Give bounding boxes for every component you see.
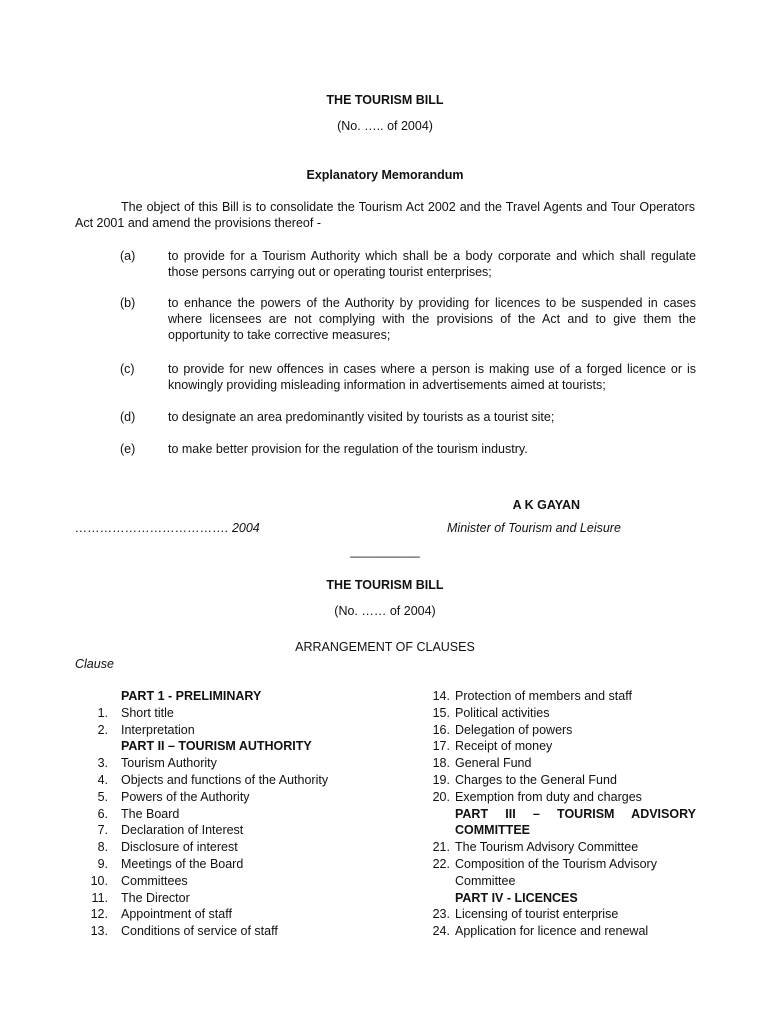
memo-heading: Explanatory Memorandum bbox=[306, 168, 464, 182]
item-text: to designate an area predominantly visited by tourists as a tourist site; bbox=[168, 410, 555, 424]
arrangement-heading: ARRANGEMENT OF CLAUSES bbox=[295, 640, 475, 654]
toc-entry: Committee bbox=[455, 873, 516, 888]
separator-line: __________ bbox=[350, 544, 420, 558]
list-item-d bbox=[120, 409, 696, 425]
second-number: (No. …… of 2004) bbox=[334, 604, 436, 618]
toc-entry: COMMITTEE bbox=[455, 823, 530, 838]
toc-entry: 11. The Director bbox=[91, 890, 190, 905]
item-text: to provide for a Tourism Authority which shall be a body corporate and which shall regulate those persons carrying out or operating tourist enterprises; bbox=[168, 249, 696, 279]
toc-entry: 6. The Board bbox=[97, 806, 180, 821]
intro-paragraph: The object of this Bill is to consolidate the Tourism Act 2002 and the Travel Agents and Tour Operators Act 2001 and amend the provisions thereof - bbox=[75, 200, 695, 230]
signatory-role: Minister of Tourism and Leisure bbox=[447, 521, 621, 535]
toc-entry: 12. Appointment of staff bbox=[90, 907, 232, 922]
toc-entry: 24. Application for licence and renewal bbox=[432, 924, 649, 939]
toc-entry: 15. Political activities bbox=[432, 705, 550, 720]
list-item-c bbox=[120, 361, 696, 393]
toc-entry: 18. General Fund bbox=[432, 756, 532, 771]
item-text: to make better provision for the regulation of the tourism industry. bbox=[168, 442, 528, 456]
signature-date: ………………………………. 2004 bbox=[75, 521, 260, 535]
item-text: to provide for new offences in cases where a person is making use of a forged licence or is knowingly providing misleading information in advertisements aimed at tourists; bbox=[168, 362, 696, 392]
toc-entry: 7. Declaration of Interest bbox=[97, 823, 244, 838]
toc-left-column bbox=[78, 688, 398, 940]
list-item-e bbox=[120, 441, 696, 457]
toc-entry: PART III – TOURISM ADVISORY bbox=[455, 806, 696, 821]
toc-entry: 14. Protection of members and staff bbox=[432, 689, 632, 703]
toc-entry: PART IV - LICENCES bbox=[455, 890, 578, 905]
item-label: (b) bbox=[120, 296, 136, 310]
toc-entry: 19. Charges to the General Fund bbox=[432, 772, 617, 787]
clause-label: Clause bbox=[75, 657, 114, 671]
toc-entry: 16. Delegation of powers bbox=[432, 722, 573, 737]
toc-entry: 1. Short title bbox=[97, 705, 174, 720]
list-item-b bbox=[120, 295, 696, 343]
item-label: (c) bbox=[120, 362, 135, 376]
toc-entry: PART 1 - PRELIMINARY bbox=[121, 689, 262, 703]
toc-entry: 17. Receipt of money bbox=[432, 739, 553, 754]
item-label: (a) bbox=[120, 249, 136, 263]
toc-entry: 10. Committees bbox=[90, 873, 188, 888]
toc-right-column bbox=[420, 688, 696, 940]
toc-entry: 21. The Tourism Advisory Committee bbox=[432, 840, 639, 855]
toc-entry: 5. Powers of the Authority bbox=[97, 789, 250, 804]
signatory-name: A K GAYAN bbox=[512, 498, 580, 512]
item-label: (d) bbox=[120, 410, 136, 424]
toc-entry: 20. Exemption from duty and charges bbox=[432, 789, 642, 804]
toc-entry: 9. Meetings of the Board bbox=[97, 856, 244, 871]
item-label: (e) bbox=[120, 442, 136, 456]
bill-number: (No. ….. of 2004) bbox=[337, 119, 433, 133]
toc-entry: 2. Interpretation bbox=[97, 722, 195, 737]
list-item-a bbox=[120, 248, 696, 280]
toc-entry: 8. Disclosure of interest bbox=[97, 840, 238, 855]
toc-entry: 3. Tourism Authority bbox=[97, 756, 217, 771]
item-text: to enhance the powers of the Authority by providing for licences to be suspended in cases where licensees are not complying with the provisions of the Act and to give them the opportunity to take corrective measures; bbox=[168, 296, 696, 342]
toc-entry: 4. Objects and functions of the Authority bbox=[97, 772, 329, 787]
bill-title: THE TOURISM BILL bbox=[326, 93, 444, 107]
toc-entry: PART II – TOURISM AUTHORITY bbox=[121, 739, 312, 754]
toc-entry: 13. Conditions of service of staff bbox=[90, 924, 278, 939]
toc-entry: 22. Composition of the Tourism Advisory bbox=[432, 856, 657, 871]
toc-entry: 23. Licensing of tourist enterprise bbox=[432, 907, 619, 922]
second-title: THE TOURISM BILL bbox=[326, 578, 444, 592]
